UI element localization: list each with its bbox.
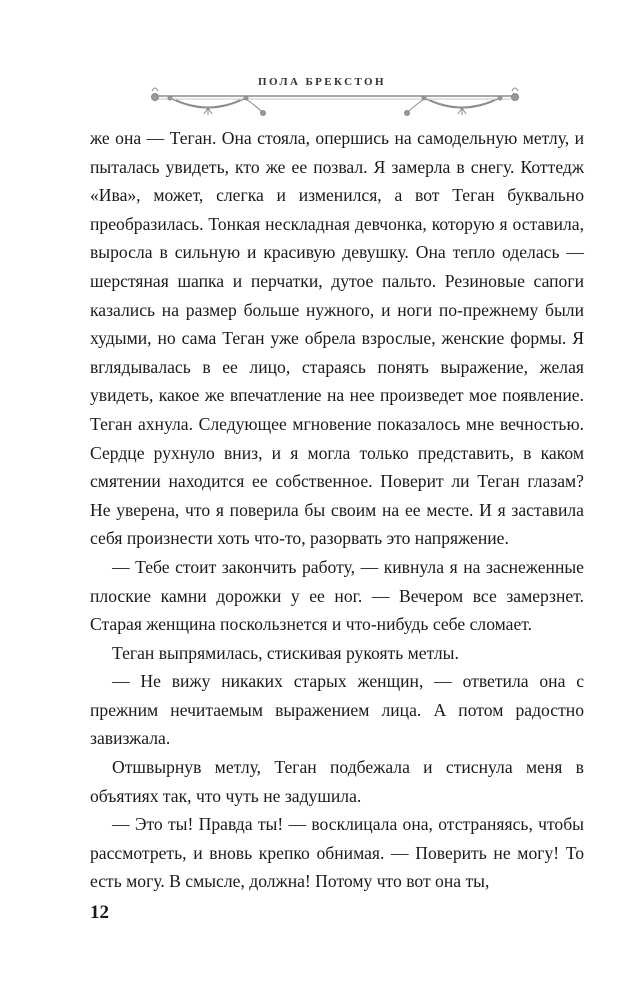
- decorative-swag-ornament-icon: [148, 82, 522, 118]
- paragraph: Теган выпрямилась, стискивая рукоять метлы.: [112, 642, 459, 663]
- paragraph: — Не вижу никаких старых женщин, — ответила она с прежним нечитаемым выражением лица. А потом радостно завизжала.: [90, 671, 584, 749]
- paragraph: — Тебе стоит закончить работу, — кивнула я на заснеженные плоские камни дорожки у ее ног. — Вечером все замерзнет. Старая женщина поскользнется и что-нибудь себе сломает.: [90, 556, 584, 635]
- running-head: ПОЛА БРЕКСТОН: [258, 76, 386, 88]
- paragraph: же она — Теган. Она стояла, опершись на самодельную метлу, и пыталась увидеть, кто же ее позвал. Я замерла в снегу. Коттедж «Ива», может, слегка и изменился, а вот Теган буквально преобразилась. Тонкая нескладная девчонка, которую я оставила, выросла в сильную и красивую девушку. Она тепло оделась — шерстяная шапка и перчатки, дутое пальто. Резиновые сапоги казались на размер больше нужного, и ноги по-прежнему были худыми, но сама Теган уже обрела взрослые, женские формы. Я вглядывалась в ее лицо, стараясь понять выражение, желая увидеть, какое же впечатление на нее произведет мое появление. Теган ахнула. Следующее мгновение показалось мне вечностью. Сердце рухнуло вниз, и я могла только представить, в каком смятении находится ее собственное. Поверит ли Теган глазам? Не уверена, что я поверила бы своим на ее месте. И я заставила себя произнести хоть что-то, разорвать это напряжение.: [90, 128, 584, 549]
- body-text: [90, 124, 584, 896]
- paragraph: — Это ты! Правда ты! — восклицала она, отстраняясь, чтобы рассмотреть, и вновь крепко обнимая. — Поверить не могу! То есть могу. В смысле, должна! Потому что вот она ты,: [90, 814, 584, 892]
- page-number: 12: [90, 902, 109, 923]
- paragraph: Отшвырнув метлу, Теган подбежала и стиснула меня в объятиях так, что чуть не задушила.: [90, 757, 584, 806]
